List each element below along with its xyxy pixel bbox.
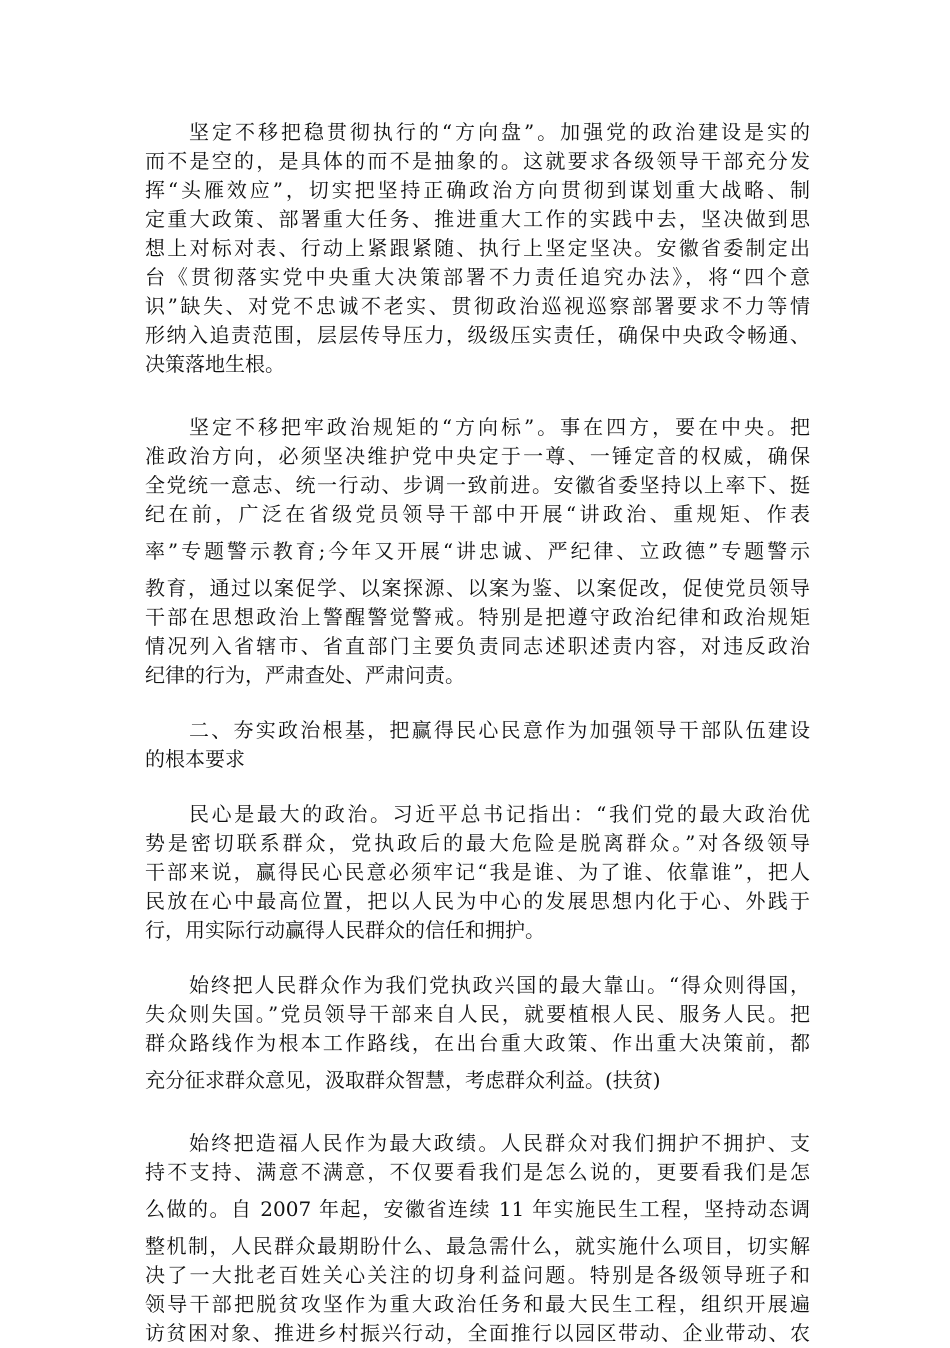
text-line: 坚定不移把稳贯彻执行的“方向盘”。加强党的政治建设是实的 <box>189 120 810 144</box>
text-line: 识”缺失、对党不忠诚不老实、贯彻政治巡视巡察部署要求不力等情 <box>145 294 810 318</box>
paragraph-2 <box>145 413 810 690</box>
text-line: 访贫困对象、推进乡村振兴行动，全面推行以园区带动、企业带动、农 <box>145 1321 810 1345</box>
text-line: 持不支持、满意不满意，不仅要看我们是怎么说的，更要看我们是怎 <box>145 1160 810 1184</box>
text-line: 充分征求群众意见，汲取群众智慧，考虑群众利益。(扶贫) <box>145 1068 661 1092</box>
text-line: 决了一大批老百姓关心关注的切身利益问题。特别是各级领导班子和 <box>145 1263 810 1287</box>
text-line: 行，用实际行动赢得人民群众的信任和拥护。 <box>145 918 545 942</box>
text-line: 准政治方向，必须坚决维护党中央定于一尊、一锤定音的权威，确保 <box>145 444 810 468</box>
text-line: 民心是最大的政治。习近平总书记指出：“我们党的最大政治优 <box>189 802 810 826</box>
text-line: 领导干部把脱贫攻坚作为重大政治任务和最大民生工程，组织开展遍 <box>145 1292 810 1316</box>
paragraph-4 <box>145 800 810 945</box>
text-line: 民放在心中最高位置，把以人民为中心的发展思想内化于心、外践于 <box>145 889 810 913</box>
text-line: 决策落地生根。 <box>145 352 285 376</box>
heading-line: 的根本要求 <box>145 747 245 771</box>
document-page <box>145 118 810 1348</box>
text-line: 干部在思想政治上警醒警觉警戒。特别是把遵守政治纪律和政治规矩 <box>145 605 810 629</box>
text-line: 坚定不移把牢政治规矩的“方向标”。事在四方，要在中央。把 <box>189 415 810 439</box>
text-line: 台《贯彻落实党中央重大决策部署不力责任追究办法》，将“四个意 <box>145 265 810 289</box>
text-line: 始终把人民群众作为我们党执政兴国的最大靠山。“得众则得国， <box>189 973 810 997</box>
text-line: 定重大政策、部署重大任务、推进重大工作的实践中去，坚决做到思 <box>145 207 810 231</box>
text-line: 率”专题警示教育;今年又开展“讲忠诚、严纪律、立政德”专题警示 <box>145 539 810 563</box>
text-line: 挥“头雁效应”，切实把坚持正确政治方向贯彻到谋划重大战略、制 <box>145 178 810 202</box>
text-line: 整机制，人民群众最期盼什么、最急需什么，就实施什么项目，切实解 <box>145 1234 810 1258</box>
text-line: 失众则失国。”党员领导干部来自人民，就要植根人民、服务人民。把 <box>145 1002 810 1026</box>
text-line: 么做的。自 2007 年起，安徽省连续 11 年实施民生工程，坚持动态调 <box>145 1197 810 1221</box>
paragraph-5 <box>145 971 810 1095</box>
text-line: 形纳入追责范围，层层传导压力，级级压实责任，确保中央政令畅通、 <box>145 323 810 347</box>
text-line: 而不是空的，是具体的而不是抽象的。这就要求各级领导干部充分发 <box>145 149 810 173</box>
text-line: 始终把造福人民作为最大政绩。人民群众对我们拥护不拥护、支 <box>189 1131 810 1155</box>
text-line: 势是密切联系群众，党执政后的最大危险是脱离群众。”对各级领导 <box>145 831 810 855</box>
text-line: 想上对标对表、行动上紧跟紧随、执行上坚定坚决。安徽省委制定出 <box>145 236 810 260</box>
text-line: 纪律的行为，严肃查处、严肃问责。 <box>145 663 465 687</box>
text-line: 教育，通过以案促学、以案探源、以案为鉴、以案促改，促使党员领导 <box>145 576 810 600</box>
heading-line: 二、夯实政治根基，把赢得民心民意作为加强领导干部队伍建设 <box>189 718 810 742</box>
text-line: 干部来说，赢得民心民意必须牢记“我是谁、为了谁、依靠谁”，把人 <box>145 860 810 884</box>
paragraph-6 <box>145 1129 810 1348</box>
text-line: 群众路线作为根本工作路线，在出台重大政策、作出重大决策前，都 <box>145 1031 810 1055</box>
section-heading <box>145 716 810 774</box>
text-line: 纪在前，广泛在省级党员领导干部中开展“讲政治、重规矩、作表 <box>145 502 810 526</box>
paragraph-1 <box>145 118 810 379</box>
text-line: 全党统一意志、统一行动、步调一致前进。安徽省委坚持以上率下、挺 <box>145 473 810 497</box>
text-line: 情况列入省辖市、省直部门主要负责同志述职述责内容，对违反政治 <box>145 634 810 658</box>
